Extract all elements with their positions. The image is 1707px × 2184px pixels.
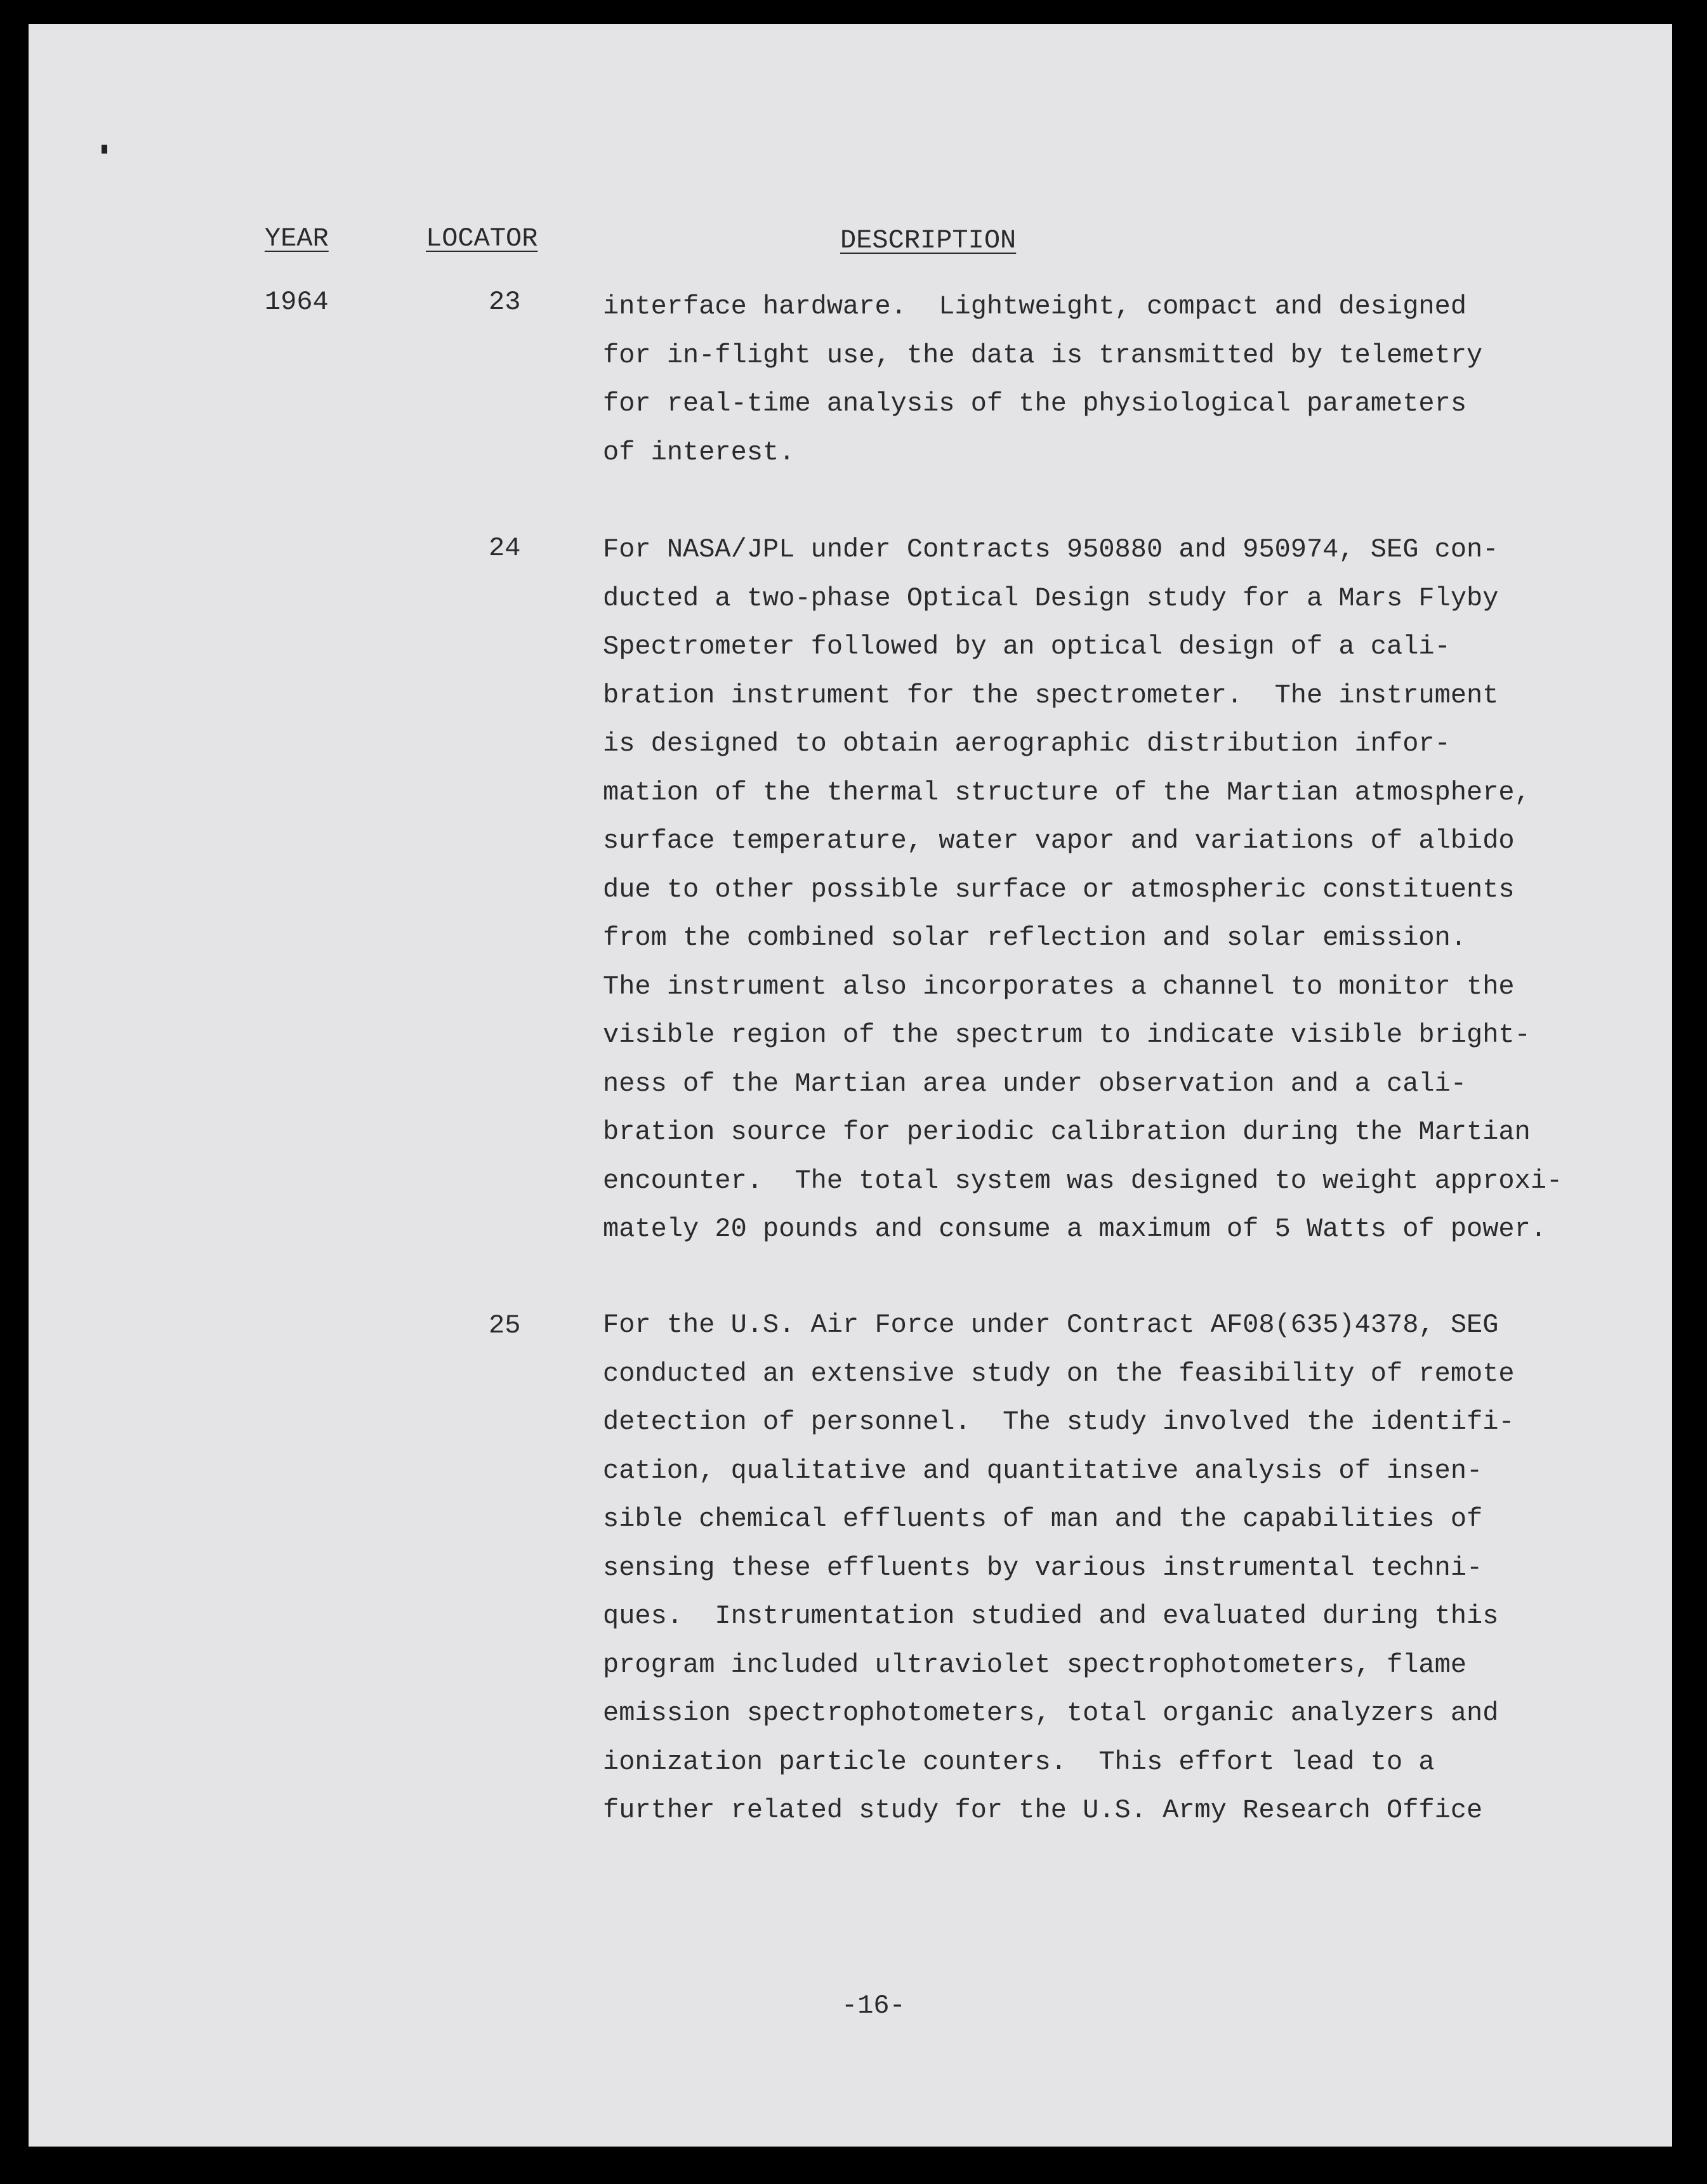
scan-speck — [102, 145, 107, 154]
description-line: visible region of the spectrum to indicate visible bright- — [603, 1020, 1531, 1050]
description-line: sensing these effluents by various instrumental techni- — [603, 1552, 1483, 1583]
description-line: ionization particle counters. This effort lead to a — [603, 1746, 1435, 1777]
description-line: conducted an extensive study on the feasibility of remote — [603, 1358, 1515, 1389]
description-line: encounter. The total system was designed to weight approxi- — [603, 1165, 1563, 1196]
description-line: cation, qualitative and quantitative analysis of insen- — [603, 1455, 1483, 1486]
locator-24: 24 — [489, 533, 521, 563]
description-line: program included ultraviolet spectrophotometers, flame — [603, 1649, 1467, 1680]
description-line: mately 20 pounds and consume a maximum of 5 Watts of power. — [603, 1214, 1547, 1244]
description-line: for in-flight use, the data is transmitted by telemetry — [603, 339, 1483, 371]
description-line: from the combined solar reflection and solar emission. — [603, 923, 1467, 953]
year-column-header: YEAR — [265, 223, 329, 254]
description-line: sible chemical effluents of man and the capabilities of — [603, 1504, 1483, 1534]
description-line: of interest. — [603, 437, 795, 468]
page-number: -16- — [841, 1990, 906, 2021]
entry-24-description — [603, 525, 1631, 1254]
description-line: due to other possible surface or atmospheric constituents — [603, 874, 1515, 905]
description-column-header: DESCRIPTION — [840, 225, 1017, 256]
description-line: Spectrometer followed by an optical design of a cali- — [603, 631, 1451, 662]
locator-25: 25 — [489, 1310, 521, 1341]
locator-column-header: LOCATOR — [426, 223, 538, 254]
description-line: interface hardware. Lightweight, compact and designed — [603, 291, 1467, 322]
description-line: ques. Instrumentation studied and evaluated during this — [603, 1601, 1499, 1631]
description-line: detection of personnel. The study involved the identifi- — [603, 1407, 1515, 1437]
description-line: bration instrument for the spectrometer. The instrument — [603, 680, 1499, 711]
description-line: For the U.S. Air Force under Contract AF08(635)4378, SEG — [603, 1310, 1499, 1340]
description-line: further related study for the U.S. Army Research Office — [603, 1795, 1483, 1825]
entry-23-description — [603, 282, 1631, 477]
description-line: for real-time analysis of the physiological parameters — [603, 388, 1467, 419]
description-line: is designed to obtain aerographic distribution infor- — [603, 728, 1451, 759]
description-line: The instrument also incorporates a channel to monitor the — [603, 971, 1515, 1002]
locator-23: 23 — [489, 287, 521, 317]
year-value: 1964 — [265, 287, 329, 317]
description-line: bration source for periodic calibration during the Martian — [603, 1117, 1531, 1147]
description-line: For NASA/JPL under Contracts 950880 and 950974, SEG con- — [603, 534, 1499, 565]
description-line: ness of the Martian area under observation and a cali- — [603, 1068, 1467, 1099]
entry-25-description — [603, 1301, 1631, 1835]
description-line: emission spectrophotometers, total organic analyzers and — [603, 1698, 1499, 1728]
description-line: surface temperature, water vapor and variations of albido — [603, 826, 1515, 856]
description-line: ducted a two-phase Optical Design study for a Mars Flyby — [603, 582, 1499, 614]
description-line: mation of the thermal structure of the Martian atmosphere, — [603, 777, 1531, 808]
